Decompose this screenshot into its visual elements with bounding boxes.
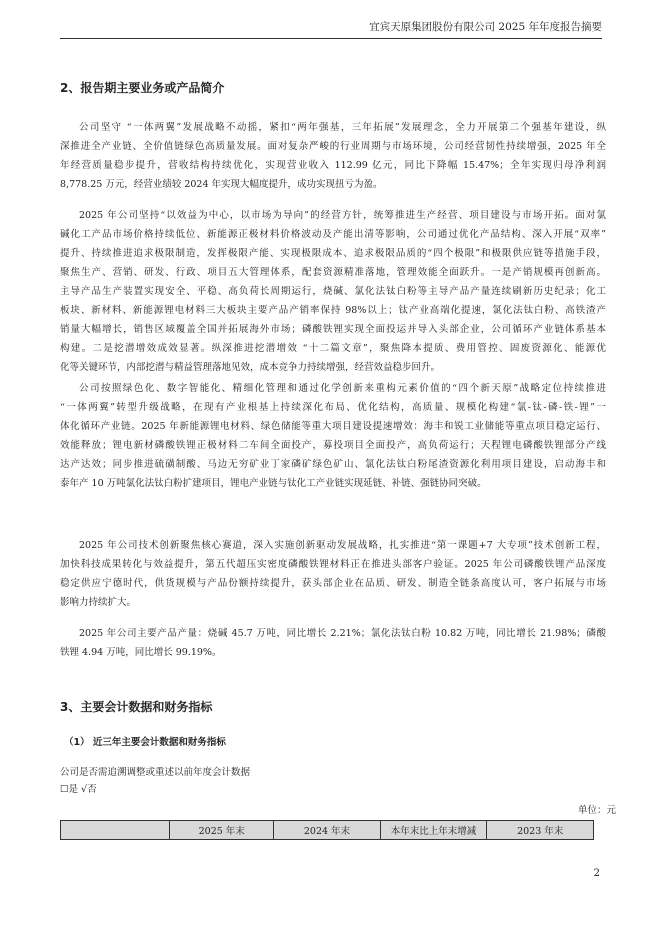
table-header-cell: 2024 年末 xyxy=(274,821,381,840)
text-line: 公司按照绿色化、数字智能化、精细化管理和通过化学创新来重构元素价值的“四个新天原”战略定位持续推进 xyxy=(79,383,606,394)
text-line: 效能释放；锂电新材磷酸铁锂正极材料二车间全面投产，募投项目全面投产，高负荷运行；天程锂电磷酸铁锂部分产线 xyxy=(60,440,606,451)
text-line: 公司坚守 “一体两翼”发展战略不动摇，紧扣“两年强基，三年拓展”发展理念，全力开展第二个强基年建设，纵 xyxy=(79,122,606,133)
table-header-cell: 2025 年末 xyxy=(170,821,274,840)
text-line: 构建。二是挖潜增效成效显著。纵深推进挖潜增效 “十二篇文章”，聚焦降本提质、费用管控、固废资源化、能源优 xyxy=(60,343,606,354)
text-line: 2025 年公司技术创新聚焦核心赛道，深入实施创新驱动发展战略，扎实推进“第一课题+7 大专项”技术创新工程， xyxy=(79,540,606,551)
text-line: 加快科技成果转化与效益提升，第五代超压实密度磷酸铁锂材料正在推进头部客户验证。2025 年公司磷酸铁锂产品深度 xyxy=(60,559,606,570)
text-line: 板块、新材料、新能源锂电材料三大板块主要产品产销率保持 98%以上；钛产业高端化提速，氯化法钛白粉、高铁渣产 xyxy=(60,305,606,316)
text-line: 稳定供应宁德时代，供货规模与产品份额持续提升，获头部企业在品质、研发、制造全链条高度认可，客户拓展与市场 xyxy=(60,578,606,589)
page-header xyxy=(60,18,602,39)
table-header-cell: 本年末比上年末增减 xyxy=(380,821,487,840)
text-line: 聚焦生产、营销、研发、行政、项目五大管理体系，配套资源精准落地，管理效能全面跃升。一是产销规模再创新高。 xyxy=(60,267,606,278)
paragraph-output xyxy=(60,624,606,662)
text-line: 体化循环产业链。2025 年新能源锂电材料、绿色储能等重大项目建设提速增效：海丰和锐工业储能等重点项目稳定运行、 xyxy=(60,421,606,432)
text-line: 铁锂 4.94 万吨，同比增长 99.19%。 xyxy=(60,647,222,658)
subsection-heading: （1） 近三年主要会计数据和财务指标 xyxy=(64,737,226,748)
paragraph-four-new-tianyuan xyxy=(60,379,606,493)
paragraph-strategy xyxy=(60,118,606,194)
page-number: 2 xyxy=(593,868,600,879)
text-line: 销量大幅增长，销售区域覆盖全国并拓展海外市场；磷酸铁锂实现全面投运并导入头部企业，公司循环产业链体系基本 xyxy=(60,324,606,335)
paragraph-operations xyxy=(60,206,606,377)
text-line: 化等关键环节，内部挖潜与精益管理落地见效，成本竞争力持续增强，经营效益稳步回升。 xyxy=(60,362,441,373)
text-line: 年经营质量稳步提升，营收结构持续优化，实现营业收入 112.99 亿元，同比下降幅 15.47%；全年实现归母净利润 xyxy=(60,160,606,171)
section-3-heading: 3、主要会计数据和财务指标 xyxy=(60,700,213,714)
table-header-cell xyxy=(61,821,170,840)
paragraph-innovation xyxy=(60,536,606,612)
unit-label: 单位：元 xyxy=(577,805,616,816)
text-line: 深推进全产业链、全价值链绿色高质量发展。面对复杂严峻的行业周期与市场环境，公司经营韧性持续增强，2025 年全 xyxy=(60,141,606,152)
restatement-answer: ☐是 √否 xyxy=(60,784,97,795)
financial-data-table xyxy=(60,820,594,840)
text-line: 提升、持续推进追求极限制造，发挥极限产能、实现极限成本、追求极限品质的“四个极限”和极限供应链等措施手段， xyxy=(60,248,606,259)
text-line: 达产达效；同步推进硫磺制酸、马边无穷矿业丁家磷矿绿色矿山、氯化法钛白粉尾渣资源化利用项目建设，启动海丰和 xyxy=(60,459,606,470)
restatement-question: 公司是否需追溯调整或重述以前年度会计数据 xyxy=(60,767,251,778)
text-line: 主导产品生产装置实现安全、平稳、高负荷长周期运行，烧碱、氯化法钛白粉等主导产品产量连续刷新历史纪录；化工 xyxy=(60,286,606,297)
table-header-cell: 2023 年末 xyxy=(487,821,594,840)
text-line: 2025 年公司坚持“以效益为中心，以市场为导向”的经营方针，统筹推进生产经营、项目建设与市场开拓。面对氯 xyxy=(79,210,606,221)
section-2-heading: 2、报告期主要业务或产品简介 xyxy=(60,81,225,95)
text-line: 影响力持续扩大。 xyxy=(60,597,137,608)
text-line: 2025 年公司主要产品产量：烧碱 45.7 万吨，同比增长 2.21%；氯化法钛白粉 10.82 万吨，同比增长 21.98%；磷酸 xyxy=(79,628,606,639)
table-header-row xyxy=(61,821,594,840)
report-title: 宜宾天原集团股份有限公司 2025 年年度报告摘要 xyxy=(369,21,602,33)
text-line: 泰年产 10 万吨氯化法钛白粉扩建项目，锂电产业链与钛化工产业链实现延链、补链、强链协同突破。 xyxy=(60,478,487,489)
text-line: “一体两翼”转型升级战略，在现有产业根基上持续深化布局、优化结构，高质量、规模化构建“氯-钛-磷-铁-锂”一 xyxy=(60,402,606,413)
text-line: 碱化工产品市场价格持续低位、新能源正极材料价格波动及产能出清等影响，公司通过优化产品结构、深入开展“双率” xyxy=(60,229,606,240)
text-line: 8,778.25 万元，经营业绩较 2024 年实现大幅度提升，成功实现扭亏为盈。 xyxy=(60,179,383,190)
